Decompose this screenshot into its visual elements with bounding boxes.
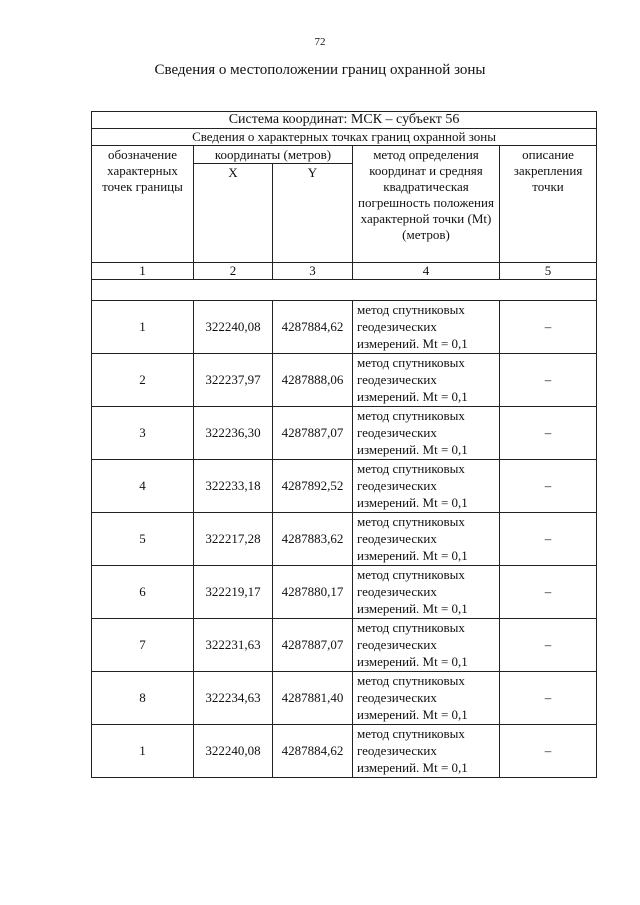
method-description: метод спутниковых геодезических измерений. Mt = 0,1 (353, 354, 500, 407)
fixing-description: – (500, 460, 597, 513)
fixing-description: – (500, 725, 597, 778)
table-row (92, 619, 597, 672)
coordinate-x: 322219,17 (194, 566, 273, 619)
table-row (92, 513, 597, 566)
coordinate-x: 322233,18 (194, 460, 273, 513)
table-row (92, 301, 597, 354)
fixing-description: – (500, 566, 597, 619)
coordinate-y: 4287884,62 (273, 301, 353, 354)
coordinate-y: 4287881,40 (273, 672, 353, 725)
method-description: метод спутниковых геодезических измерений. Mt = 0,1 (353, 566, 500, 619)
method-description: метод спутниковых геодезических измерений. Mt = 0,1 (353, 619, 500, 672)
point-designation: 1 (92, 301, 194, 354)
point-designation: 1 (92, 725, 194, 778)
method-description: метод спутниковых геодезических измерений. Mt = 0,1 (353, 407, 500, 460)
coordinate-y: 4287887,07 (273, 619, 353, 672)
fixing-description: – (500, 513, 597, 566)
point-designation: 3 (92, 407, 194, 460)
point-designation: 5 (92, 513, 194, 566)
point-designation: 6 (92, 566, 194, 619)
page-number: 72 (314, 36, 326, 48)
coordinate-x: 322240,08 (194, 725, 273, 778)
column-number: 1 (92, 263, 194, 280)
table-row (92, 354, 597, 407)
coordinate-y: 4287880,17 (273, 566, 353, 619)
coordinate-y: 4287888,06 (273, 354, 353, 407)
method-description: метод спутниковых геодезических измерений. Mt = 0,1 (353, 513, 500, 566)
coordinates-table (91, 111, 597, 778)
table-row (92, 407, 597, 460)
header-coordinates: координаты (метров) (194, 146, 353, 164)
point-designation: 7 (92, 619, 194, 672)
column-number: 2 (194, 263, 273, 280)
column-number: 5 (500, 263, 597, 280)
coordinate-x: 322236,30 (194, 407, 273, 460)
page-title: Сведения о местоположении границ охранной зоны (154, 62, 486, 78)
coordinate-x: 322217,28 (194, 513, 273, 566)
table-row (92, 725, 597, 778)
header-designation: обозначение характерных точек границы (92, 146, 194, 263)
coordinate-y: 4287887,07 (273, 407, 353, 460)
header-y: Y (273, 164, 353, 263)
method-description: метод спутниковых геодезических измерений. Mt = 0,1 (353, 725, 500, 778)
coordinate-x: 322240,08 (194, 301, 273, 354)
method-description: метод спутниковых геодезических измерений. Mt = 0,1 (353, 672, 500, 725)
coordinate-y: 4287883,62 (273, 513, 353, 566)
method-description: метод спутниковых геодезических измерений. Mt = 0,1 (353, 301, 500, 354)
empty-row (92, 280, 597, 301)
point-designation: 4 (92, 460, 194, 513)
column-number: 4 (353, 263, 500, 280)
header-method: метод определения координат и средняя квадратическая погрешность положения характерной точки (Mt) (метров) (353, 146, 500, 263)
fixing-description: – (500, 407, 597, 460)
fixing-description: – (500, 354, 597, 407)
fixing-description: – (500, 672, 597, 725)
coordinate-y: 4287884,62 (273, 725, 353, 778)
fixing-description: – (500, 301, 597, 354)
column-number: 3 (273, 263, 353, 280)
coordinate-x: 322237,97 (194, 354, 273, 407)
coordinate-y: 4287892,52 (273, 460, 353, 513)
table-row (92, 460, 597, 513)
header-x: X (194, 164, 273, 263)
table-row (92, 566, 597, 619)
table-row (92, 672, 597, 725)
point-designation: 8 (92, 672, 194, 725)
fixing-description: – (500, 619, 597, 672)
coordinate-x: 322231,63 (194, 619, 273, 672)
point-designation: 2 (92, 354, 194, 407)
header-description: описание закрепления точки (500, 146, 597, 263)
coordinate-x: 322234,63 (194, 672, 273, 725)
coordinate-system: Система координат: МСК – субъект 56 (92, 112, 597, 129)
method-description: метод спутниковых геодезических измерений. Mt = 0,1 (353, 460, 500, 513)
table-subtitle: Сведения о характерных точках границ охранной зоны (92, 129, 597, 146)
